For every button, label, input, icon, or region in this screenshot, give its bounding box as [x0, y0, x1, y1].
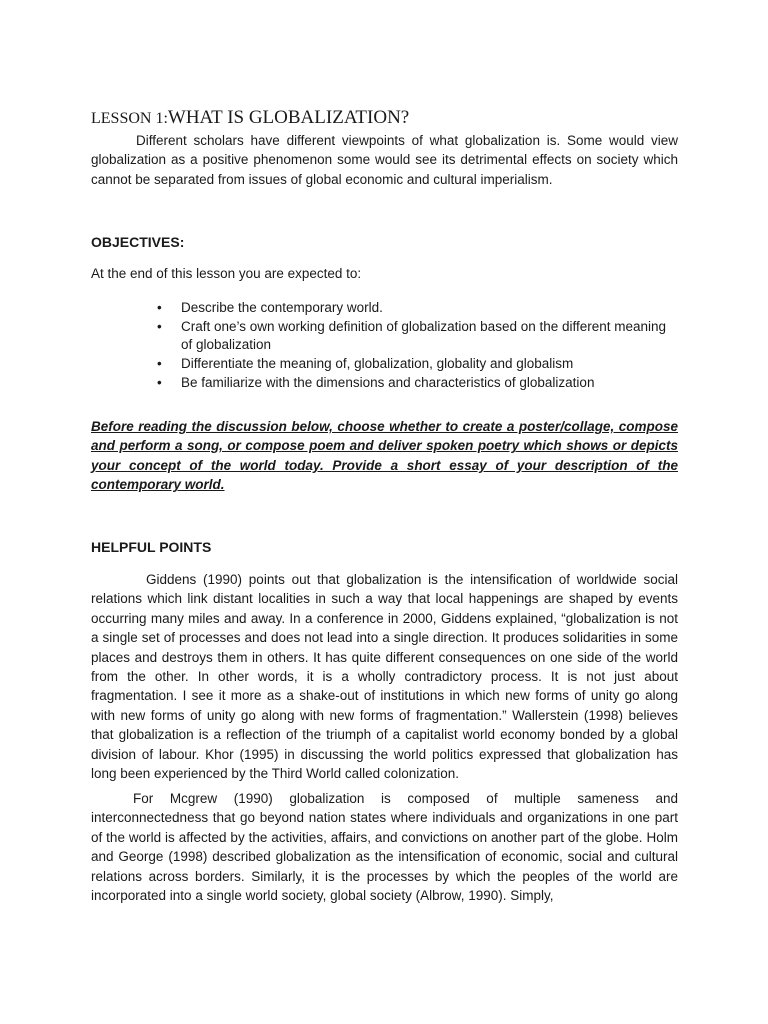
lesson-title	[91, 94, 409, 131]
objective-item	[91, 355, 678, 373]
objectives-heading: OBJECTIVES:	[91, 234, 185, 250]
objectives-lead: At the end of this lesson you are expected to:	[91, 266, 362, 281]
activity-instruction: Before reading the discussion below, choose whether to create a poster/collage, compose and perform a song, or compose poem and deliver spoken poetry which shows or depicts your concept of the world today. Provide a short essay of your description of the contemporary world.	[91, 419, 678, 493]
objective-item	[91, 318, 678, 353]
bullet-icon: •	[157, 300, 162, 315]
objectives-list	[91, 299, 678, 393]
bullet-icon: •	[157, 319, 162, 334]
bullet-icon: •	[157, 355, 162, 371]
objective-text: Craft one’s own working definition of globalization based on the different meaning of globalization	[181, 319, 667, 352]
helpful-points-paragraph-1: Giddens (1990) points out that globalization is the intensification of worldwide social relations which link distant localities in such a way that local happenings are shaped by events occurring many miles and away. In a conference in 2000, Giddens explained, “globalization is not a single set of processes and does not lead into a single direction. It produces solidarities in some places and destroys them in others. It has quite different consequences on one side of the world from the other. In other words, it is a wholly contradictory process. It is not just about fragmentation. I see it more as a shake-out of institutions in which new forms of unity go along with new forms of unity go along with new forms of fragmentation.” Wallerstein (1998) believes that globalization is a reflection of the triumph of a capitalist world economy bonded by a global division of labour. Khor (1995) in discussing the world politics expressed that globalization has long been experienced by the Third World called colonization.	[91, 572, 678, 782]
lesson-heading: WHAT IS GLOBALIZATION?	[167, 107, 410, 128]
helpful-points-paragraph-2: For Mcgrew (1990) globalization is composed of multiple sameness and interconnectedness that go beyond nation states where individuals and organizations in one part of the world is affected by the activities, affairs, and convictions on another part of the globe. Holm and George (1998) described globalization as the intensification of economic, social and cultural relations across borders. Similarly, it is the processes by which the peoples of the world are incorporated into a single world society, global society (Albrow, 1990). Simply,	[91, 791, 678, 904]
objective-text: Describe the contemporary world.	[181, 300, 383, 315]
lesson-number: LESSON 1:	[91, 110, 168, 127]
helpful-points-heading: HELPFUL POINTS	[91, 539, 212, 555]
objective-item	[91, 299, 678, 317]
bullet-icon: •	[157, 374, 162, 390]
objective-text: Be familiarize with the dimensions and characteristics of globalization	[181, 374, 595, 390]
intro-paragraph: Different scholars have different viewpoints of what globalization is. Some would view globalization as a positive phenomenon some would see its detrimental effects on society which cannot be separated from issues of global economic and cultural imperialism.	[91, 133, 678, 187]
objective-item	[91, 374, 678, 392]
objective-text: Differentiate the meaning of, globalization, globality and globalism	[181, 355, 574, 371]
